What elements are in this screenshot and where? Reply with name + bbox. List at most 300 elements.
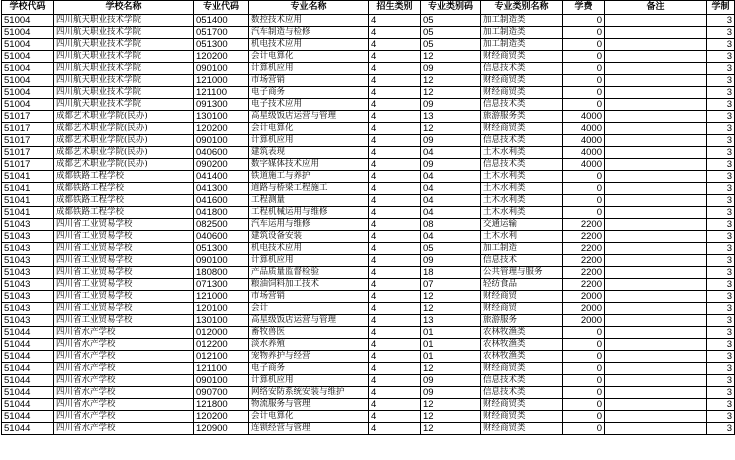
remarks-cell [605, 255, 707, 267]
major-name-cell: 电子技术应用 [249, 99, 369, 111]
school-name-cell: 四川省工业贸易学校 [54, 303, 194, 315]
major-code-cell: 090100 [194, 135, 249, 147]
category-name-cell: 财经商贸类 [481, 75, 563, 87]
school-code-cell: 51017 [2, 147, 54, 159]
major-name-cell: 连锁经营与管理 [249, 423, 369, 435]
school-name-cell: 四川省工业贸易学校 [54, 231, 194, 243]
enroll-type-cell: 4 [369, 147, 421, 159]
tuition-cell: 0 [563, 27, 605, 39]
header-major-name: 专业名称 [249, 1, 369, 15]
duration-cell: 3 [707, 159, 735, 171]
table-row [2, 255, 735, 267]
school-name-cell: 四川航天职业技术学院 [54, 63, 194, 75]
school-code-cell: 51004 [2, 39, 54, 51]
tuition-cell: 2200 [563, 255, 605, 267]
school-code-cell: 51043 [2, 255, 54, 267]
table-row [2, 135, 735, 147]
remarks-cell [605, 327, 707, 339]
tuition-cell: 2200 [563, 219, 605, 231]
category-code-cell: 05 [421, 243, 481, 255]
duration-cell: 3 [707, 171, 735, 183]
table-row [2, 291, 735, 303]
category-name-cell: 旅游服务类 [481, 111, 563, 123]
school-code-cell: 51043 [2, 267, 54, 279]
category-name-cell: 土木水利类 [481, 183, 563, 195]
major-name-cell: 市场营销 [249, 291, 369, 303]
major-name-cell: 计算机应用 [249, 63, 369, 75]
remarks-cell [605, 411, 707, 423]
category-name-cell: 农林牧渔类 [481, 339, 563, 351]
major-code-cell: 091300 [194, 99, 249, 111]
school-name-cell: 成都铁路工程学校 [54, 195, 194, 207]
category-code-cell: 05 [421, 39, 481, 51]
duration-cell: 3 [707, 351, 735, 363]
tuition-cell: 2200 [563, 243, 605, 255]
major-code-cell: 051700 [194, 27, 249, 39]
header-category-code: 专业类别码 [421, 1, 481, 15]
major-name-cell: 汽车制造与检修 [249, 27, 369, 39]
enroll-type-cell: 4 [369, 363, 421, 375]
category-code-cell: 07 [421, 279, 481, 291]
category-name-cell: 土木水利 [481, 231, 563, 243]
major-name-cell: 高星级饭店运营与管理 [249, 111, 369, 123]
enroll-type-cell: 4 [369, 63, 421, 75]
major-code-cell: 120200 [194, 51, 249, 63]
table-row [2, 147, 735, 159]
major-code-cell: 051300 [194, 243, 249, 255]
enroll-type-cell: 4 [369, 99, 421, 111]
enroll-type-cell: 4 [369, 15, 421, 27]
duration-cell: 3 [707, 327, 735, 339]
header-major-code: 专业代码 [194, 1, 249, 15]
school-code-cell: 51044 [2, 327, 54, 339]
tuition-cell: 2000 [563, 291, 605, 303]
school-code-cell: 51017 [2, 123, 54, 135]
enroll-type-cell: 4 [369, 111, 421, 123]
remarks-cell [605, 351, 707, 363]
major-name-cell: 会计电算化 [249, 123, 369, 135]
enroll-type-cell: 4 [369, 291, 421, 303]
tuition-cell: 4000 [563, 147, 605, 159]
enroll-type-cell: 4 [369, 255, 421, 267]
category-name-cell: 财经商贸类 [481, 51, 563, 63]
category-code-cell: 04 [421, 147, 481, 159]
tuition-cell: 2000 [563, 303, 605, 315]
table-row [2, 75, 735, 87]
tuition-cell: 0 [563, 75, 605, 87]
major-code-cell: 012200 [194, 339, 249, 351]
category-name-cell: 土木水利类 [481, 147, 563, 159]
school-name-cell: 四川省工业贸易学校 [54, 267, 194, 279]
enroll-type-cell: 4 [369, 87, 421, 99]
category-name-cell: 财经商贸 [481, 291, 563, 303]
major-name-cell: 数控技术应用 [249, 15, 369, 27]
school-name-cell: 四川航天职业技术学院 [54, 27, 194, 39]
major-name-cell: 会计 [249, 303, 369, 315]
enroll-type-cell: 4 [369, 327, 421, 339]
tuition-cell: 0 [563, 99, 605, 111]
school-code-cell: 51044 [2, 363, 54, 375]
table-row [2, 111, 735, 123]
tuition-cell: 2200 [563, 267, 605, 279]
category-code-cell: 12 [421, 423, 481, 435]
table-row [2, 51, 735, 63]
duration-cell: 3 [707, 195, 735, 207]
major-code-cell: 120200 [194, 411, 249, 423]
tuition-cell: 0 [563, 63, 605, 75]
category-name-cell: 农林牧渔类 [481, 327, 563, 339]
major-code-cell: 041800 [194, 207, 249, 219]
major-name-cell: 会计电算化 [249, 411, 369, 423]
remarks-cell [605, 147, 707, 159]
category-code-cell: 05 [421, 27, 481, 39]
major-name-cell: 畜牧兽医 [249, 327, 369, 339]
major-code-cell: 090100 [194, 375, 249, 387]
category-name-cell: 信息技术类 [481, 159, 563, 171]
duration-cell: 3 [707, 135, 735, 147]
remarks-cell [605, 195, 707, 207]
major-name-cell: 铁道施工与养护 [249, 171, 369, 183]
category-code-cell: 01 [421, 351, 481, 363]
major-code-cell: 090100 [194, 63, 249, 75]
school-code-cell: 51043 [2, 279, 54, 291]
header-school-name: 学校名称 [54, 1, 194, 15]
table-row [2, 411, 735, 423]
major-name-cell: 物流服务与管理 [249, 399, 369, 411]
table-row [2, 351, 735, 363]
tuition-cell: 0 [563, 423, 605, 435]
tuition-cell: 2200 [563, 279, 605, 291]
duration-cell: 3 [707, 123, 735, 135]
table-row [2, 159, 735, 171]
tuition-cell: 4000 [563, 123, 605, 135]
school-code-cell: 51043 [2, 303, 54, 315]
tuition-cell: 0 [563, 51, 605, 63]
category-name-cell: 信息技术 [481, 255, 563, 267]
enroll-type-cell: 4 [369, 207, 421, 219]
school-code-cell: 51041 [2, 183, 54, 195]
tuition-cell: 0 [563, 351, 605, 363]
duration-cell: 3 [707, 363, 735, 375]
school-code-cell: 51041 [2, 207, 54, 219]
category-code-cell: 04 [421, 231, 481, 243]
category-code-cell: 12 [421, 123, 481, 135]
school-name-cell: 四川省水产学校 [54, 423, 194, 435]
major-code-cell: 090100 [194, 255, 249, 267]
school-code-cell: 51004 [2, 75, 54, 87]
major-name-cell: 淡水养殖 [249, 339, 369, 351]
category-name-cell: 土木水利类 [481, 195, 563, 207]
school-code-cell: 51017 [2, 159, 54, 171]
tuition-cell: 4000 [563, 135, 605, 147]
major-code-cell: 040600 [194, 147, 249, 159]
duration-cell: 3 [707, 219, 735, 231]
tuition-cell: 0 [563, 195, 605, 207]
remarks-cell [605, 15, 707, 27]
duration-cell: 3 [707, 411, 735, 423]
school-name-cell: 成都铁路工程学校 [54, 171, 194, 183]
category-name-cell: 加工制造类 [481, 15, 563, 27]
enroll-type-cell: 4 [369, 27, 421, 39]
duration-cell: 3 [707, 87, 735, 99]
category-code-cell: 12 [421, 363, 481, 375]
remarks-cell [605, 267, 707, 279]
table-row [2, 267, 735, 279]
category-name-cell: 财经商贸 [481, 303, 563, 315]
header-row [2, 1, 735, 15]
category-code-cell: 09 [421, 159, 481, 171]
remarks-cell [605, 315, 707, 327]
category-code-cell: 18 [421, 267, 481, 279]
school-name-cell: 成都艺术职业学院(民办) [54, 147, 194, 159]
remarks-cell [605, 27, 707, 39]
school-name-cell: 四川省水产学校 [54, 351, 194, 363]
enroll-type-cell: 4 [369, 387, 421, 399]
tuition-cell: 0 [563, 387, 605, 399]
category-code-cell: 12 [421, 291, 481, 303]
school-code-cell: 51017 [2, 111, 54, 123]
tuition-cell: 0 [563, 363, 605, 375]
school-name-cell: 四川航天职业技术学院 [54, 75, 194, 87]
school-code-cell: 51044 [2, 411, 54, 423]
school-code-cell: 51044 [2, 339, 54, 351]
category-name-cell: 信息技术类 [481, 375, 563, 387]
school-name-cell: 四川航天职业技术学院 [54, 99, 194, 111]
remarks-cell [605, 183, 707, 195]
remarks-cell [605, 219, 707, 231]
duration-cell: 3 [707, 279, 735, 291]
school-code-cell: 51044 [2, 387, 54, 399]
major-name-cell: 计算机应用 [249, 375, 369, 387]
tuition-cell: 0 [563, 171, 605, 183]
school-code-cell: 51017 [2, 135, 54, 147]
school-code-cell: 51004 [2, 27, 54, 39]
remarks-cell [605, 123, 707, 135]
enroll-type-cell: 4 [369, 159, 421, 171]
major-code-cell: 071300 [194, 279, 249, 291]
category-name-cell: 信息技术类 [481, 99, 563, 111]
table-row [2, 195, 735, 207]
category-code-cell: 12 [421, 411, 481, 423]
enroll-type-cell: 4 [369, 315, 421, 327]
category-name-cell: 加工制造类 [481, 27, 563, 39]
remarks-cell [605, 291, 707, 303]
school-code-cell: 51004 [2, 63, 54, 75]
major-name-cell: 电子商务 [249, 87, 369, 99]
remarks-cell [605, 75, 707, 87]
remarks-cell [605, 423, 707, 435]
tuition-cell: 0 [563, 399, 605, 411]
major-code-cell: 120900 [194, 423, 249, 435]
school-name-cell: 四川省水产学校 [54, 375, 194, 387]
category-name-cell: 加工制造类 [481, 39, 563, 51]
major-name-cell: 建筑表现 [249, 147, 369, 159]
school-code-cell: 51043 [2, 243, 54, 255]
category-name-cell: 财经商贸类 [481, 423, 563, 435]
remarks-cell [605, 243, 707, 255]
major-code-cell: 051400 [194, 15, 249, 27]
duration-cell: 3 [707, 111, 735, 123]
enroll-type-cell: 4 [369, 375, 421, 387]
table-row [2, 231, 735, 243]
enroll-type-cell: 4 [369, 303, 421, 315]
school-code-cell: 51044 [2, 375, 54, 387]
school-name-cell: 成都艺术职业学院(民办) [54, 159, 194, 171]
remarks-cell [605, 375, 707, 387]
tuition-cell: 0 [563, 411, 605, 423]
major-code-cell: 121000 [194, 75, 249, 87]
category-code-cell: 09 [421, 255, 481, 267]
school-name-cell: 成都艺术职业学院(民办) [54, 111, 194, 123]
remarks-cell [605, 207, 707, 219]
major-code-cell: 121100 [194, 363, 249, 375]
major-name-cell: 工程机械运用与维修 [249, 207, 369, 219]
duration-cell: 3 [707, 99, 735, 111]
school-name-cell: 四川省水产学校 [54, 339, 194, 351]
table-row [2, 243, 735, 255]
table-row [2, 27, 735, 39]
enroll-type-cell: 4 [369, 123, 421, 135]
major-code-cell: 120100 [194, 303, 249, 315]
school-name-cell: 成都铁路工程学校 [54, 207, 194, 219]
duration-cell: 3 [707, 15, 735, 27]
table-row [2, 219, 735, 231]
category-code-cell: 09 [421, 375, 481, 387]
major-name-cell: 机电技术应用 [249, 243, 369, 255]
school-code-cell: 51004 [2, 99, 54, 111]
category-code-cell: 12 [421, 51, 481, 63]
duration-cell: 3 [707, 303, 735, 315]
table-row [2, 375, 735, 387]
category-code-cell: 04 [421, 207, 481, 219]
tuition-cell: 0 [563, 375, 605, 387]
duration-cell: 3 [707, 231, 735, 243]
major-code-cell: 121800 [194, 399, 249, 411]
table-row [2, 279, 735, 291]
header-category-name: 专业类别名称 [481, 1, 563, 15]
duration-cell: 3 [707, 423, 735, 435]
school-code-cell: 51043 [2, 231, 54, 243]
category-name-cell: 轻纺食品 [481, 279, 563, 291]
remarks-cell [605, 339, 707, 351]
major-code-cell: 180800 [194, 267, 249, 279]
enroll-type-cell: 4 [369, 267, 421, 279]
duration-cell: 3 [707, 39, 735, 51]
table-row [2, 183, 735, 195]
duration-cell: 3 [707, 243, 735, 255]
enrollment-table [1, 0, 735, 435]
remarks-cell [605, 279, 707, 291]
tuition-cell: 0 [563, 183, 605, 195]
remarks-cell [605, 171, 707, 183]
school-code-cell: 51043 [2, 315, 54, 327]
remarks-cell [605, 87, 707, 99]
tuition-cell: 0 [563, 87, 605, 99]
duration-cell: 3 [707, 399, 735, 411]
major-name-cell: 粮油饲料加工技术 [249, 279, 369, 291]
tuition-cell: 2000 [563, 315, 605, 327]
category-code-cell: 01 [421, 339, 481, 351]
duration-cell: 3 [707, 147, 735, 159]
major-name-cell: 产品质量监督检验 [249, 267, 369, 279]
school-name-cell: 四川航天职业技术学院 [54, 39, 194, 51]
enroll-type-cell: 4 [369, 411, 421, 423]
enroll-type-cell: 4 [369, 423, 421, 435]
enroll-type-cell: 4 [369, 339, 421, 351]
duration-cell: 3 [707, 75, 735, 87]
category-code-cell: 12 [421, 87, 481, 99]
remarks-cell [605, 51, 707, 63]
enroll-type-cell: 4 [369, 51, 421, 63]
major-name-cell: 道路与桥梁工程施工 [249, 183, 369, 195]
tuition-cell: 2200 [563, 231, 605, 243]
major-name-cell: 会计电算化 [249, 51, 369, 63]
school-name-cell: 成都艺术职业学院(民办) [54, 123, 194, 135]
category-name-cell: 信息技术类 [481, 135, 563, 147]
table-row [2, 123, 735, 135]
category-code-cell: 09 [421, 387, 481, 399]
school-name-cell: 四川省工业贸易学校 [54, 219, 194, 231]
major-code-cell: 090700 [194, 387, 249, 399]
major-name-cell: 计算机应用 [249, 255, 369, 267]
school-name-cell: 四川省水产学校 [54, 363, 194, 375]
header-remarks: 备注 [605, 1, 707, 15]
tuition-cell: 4000 [563, 159, 605, 171]
header-tuition: 学费 [563, 1, 605, 15]
table-row [2, 87, 735, 99]
duration-cell: 3 [707, 387, 735, 399]
remarks-cell [605, 39, 707, 51]
duration-cell: 3 [707, 255, 735, 267]
school-code-cell: 51004 [2, 87, 54, 99]
table-row [2, 15, 735, 27]
school-code-cell: 51004 [2, 15, 54, 27]
major-code-cell: 041300 [194, 183, 249, 195]
remarks-cell [605, 387, 707, 399]
category-code-cell: 13 [421, 315, 481, 327]
school-code-cell: 51043 [2, 219, 54, 231]
category-code-cell: 04 [421, 183, 481, 195]
tuition-cell: 4000 [563, 111, 605, 123]
enroll-type-cell: 4 [369, 231, 421, 243]
school-code-cell: 51004 [2, 51, 54, 63]
header-duration: 学制 [707, 1, 735, 15]
category-name-cell: 信息技术类 [481, 63, 563, 75]
major-code-cell: 041400 [194, 171, 249, 183]
category-name-cell: 交通运输 [481, 219, 563, 231]
enroll-type-cell: 4 [369, 135, 421, 147]
table-row [2, 387, 735, 399]
table-body [2, 15, 735, 435]
school-name-cell: 四川省工业贸易学校 [54, 291, 194, 303]
school-name-cell: 四川航天职业技术学院 [54, 51, 194, 63]
category-code-cell: 13 [421, 111, 481, 123]
remarks-cell [605, 231, 707, 243]
duration-cell: 3 [707, 183, 735, 195]
category-name-cell: 公共管理与服务 [481, 267, 563, 279]
category-name-cell: 财经商贸类 [481, 411, 563, 423]
category-code-cell: 09 [421, 135, 481, 147]
school-code-cell: 51044 [2, 423, 54, 435]
header-enroll-type: 招生类别 [369, 1, 421, 15]
school-name-cell: 四川省水产学校 [54, 399, 194, 411]
remarks-cell [605, 159, 707, 171]
category-code-cell: 09 [421, 63, 481, 75]
duration-cell: 3 [707, 267, 735, 279]
enroll-type-cell: 4 [369, 75, 421, 87]
enroll-type-cell: 4 [369, 39, 421, 51]
school-name-cell: 成都铁路工程学校 [54, 183, 194, 195]
